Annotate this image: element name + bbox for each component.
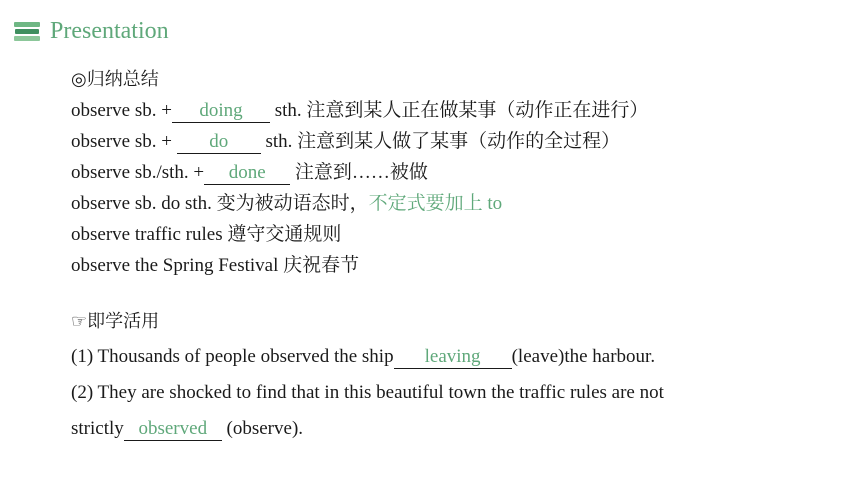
- books-icon: [14, 20, 40, 42]
- practice-question-2: (2) They are shocked to find that in this beautiful town the traffic rules are not: [71, 382, 664, 403]
- line-text: 注意到……被做: [290, 162, 428, 183]
- summary-line-1: [71, 97, 648, 125]
- line-text: sth. 注意到某人正在做某事（动作正在进行）: [269, 100, 649, 121]
- line-text: observe sb. do sth. 变为被动语态时，: [71, 193, 369, 214]
- answer-blank: [177, 131, 261, 154]
- summary-heading: ◎归纳总结: [71, 69, 159, 90]
- answer-text: leaving: [424, 346, 481, 367]
- answer-text: done: [228, 162, 266, 183]
- answer-text: do: [209, 131, 229, 152]
- line-text: sth. 注意到某人做了某事（动作的全过程）: [260, 131, 621, 152]
- summary-line-3: [71, 159, 428, 187]
- summary-line-6: observe the Spring Festival 庆祝春节: [71, 255, 360, 276]
- question-text: (leave)the harbour.: [511, 346, 656, 367]
- line-text: observe sb./sth. +: [71, 162, 205, 183]
- question-text: (1) Thousands of people observed the ship: [71, 346, 394, 367]
- answer-blank: [204, 162, 290, 185]
- note-text: 不定式要加上 to: [368, 193, 503, 214]
- practice-question-2-cont: [71, 415, 303, 443]
- summary-line-4: [71, 190, 502, 218]
- line-text: observe sb. +: [71, 100, 172, 121]
- page-title: Presentation: [50, 17, 169, 44]
- practice-heading: ☞即学活用: [71, 311, 160, 332]
- summary-line-5: observe traffic rules 遵守交通规则: [71, 224, 342, 245]
- answer-blank: [172, 100, 270, 123]
- header: [14, 14, 169, 48]
- answer-text: observed: [138, 418, 208, 439]
- answer-text: doing: [199, 100, 243, 121]
- practice-question-1: [71, 343, 655, 371]
- answer-blank: [394, 346, 512, 369]
- line-text: observe sb. +: [71, 131, 177, 152]
- answer-blank: [124, 418, 222, 441]
- question-text: (observe).: [221, 418, 304, 439]
- summary-line-2: [71, 128, 620, 156]
- question-text: strictly: [71, 418, 124, 439]
